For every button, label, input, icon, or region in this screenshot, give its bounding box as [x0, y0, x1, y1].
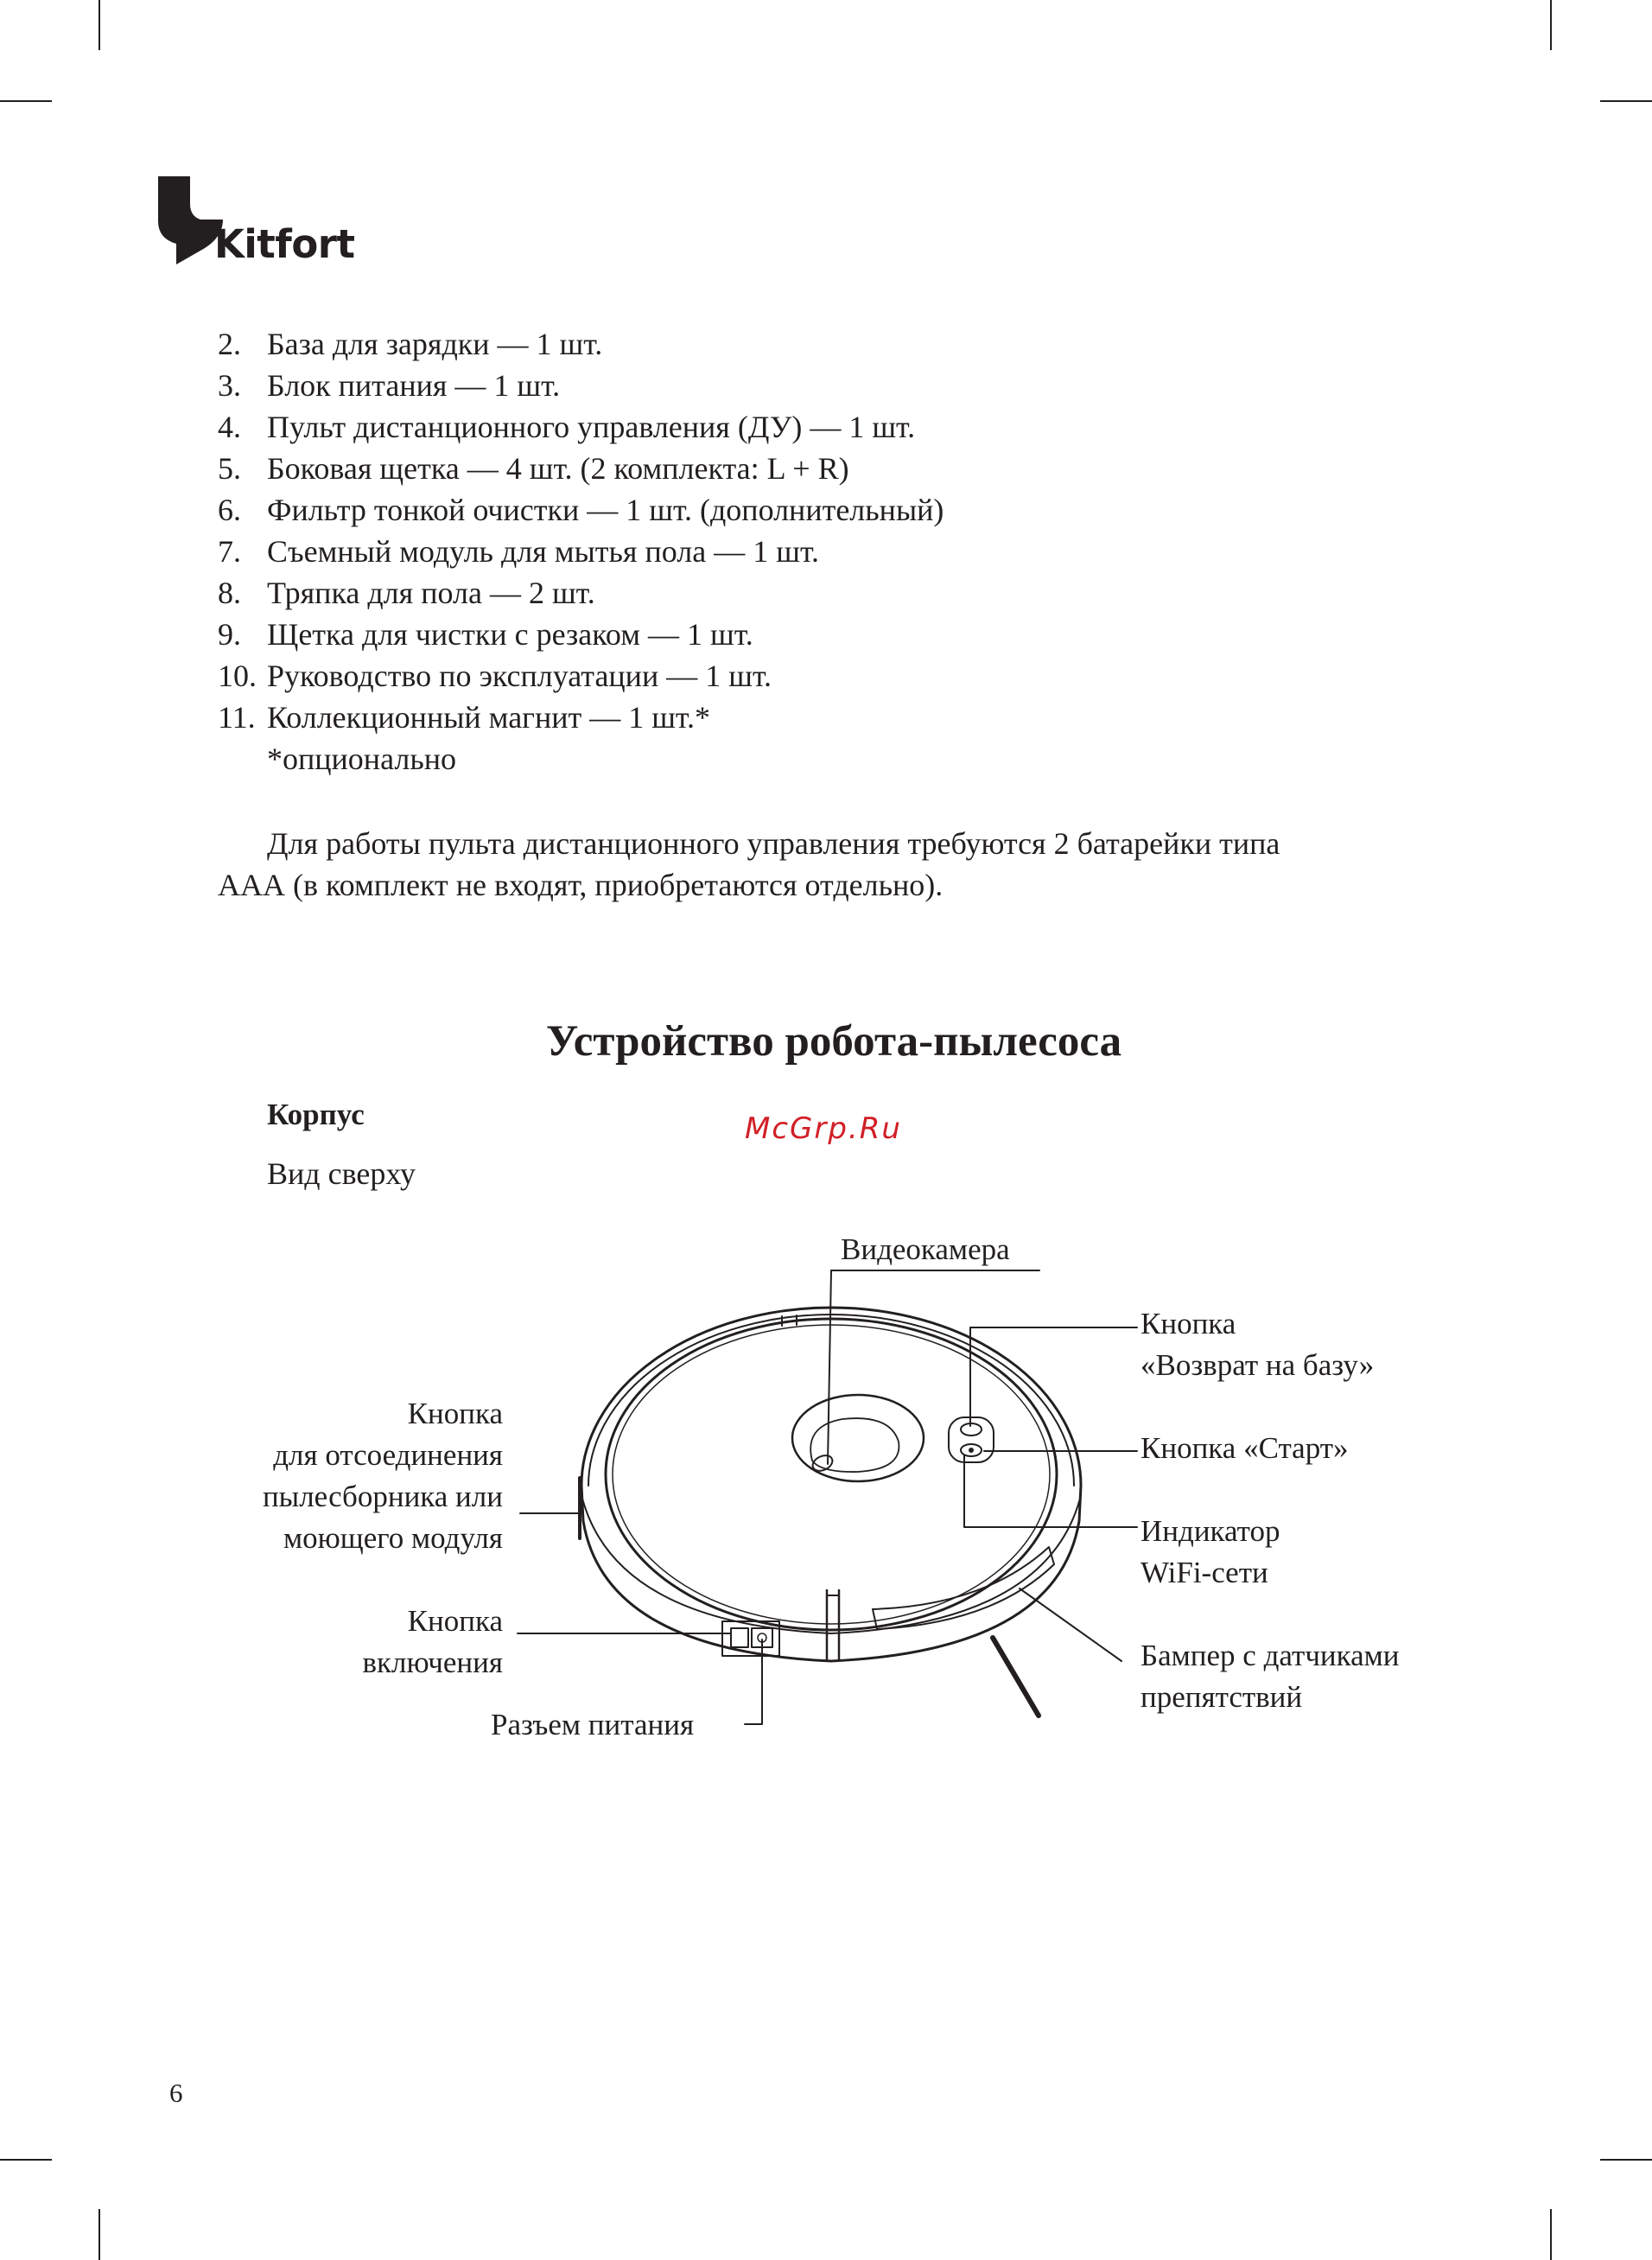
- brand-name: Kitfort: [214, 221, 355, 267]
- power-switch-label: Кнопка включения: [362, 1604, 503, 1679]
- detach-button-label: Кнопка для отсоединения пылесборника или моющего модуля: [262, 1397, 503, 1555]
- bumper-label: Бампер с датчиками препятствий: [1141, 1639, 1400, 1714]
- section-title: Устройство робота-пылесоса: [545, 1017, 1122, 1066]
- view-caption: Вид сверху: [267, 1156, 416, 1191]
- battery-note-line2: ААА (в комплект не входят, приобретаются отдельно).: [218, 868, 944, 902]
- wifi-indicator-label: Индикатор WiFi-сети: [1141, 1514, 1280, 1589]
- section-subtitle: Корпус: [267, 1098, 365, 1131]
- page-number: 6: [169, 2078, 183, 2108]
- robot-body: [580, 1308, 1081, 1716]
- return-button-label: Кнопка «Возврат на базу»: [1141, 1307, 1375, 1382]
- battery-note-line1: Для работы пульта дистанционного управления требуются 2 батарейки типа: [267, 826, 1280, 861]
- power-socket-label: Разъем питания: [491, 1708, 695, 1741]
- start-button-label: Кнопка «Старт»: [1141, 1431, 1349, 1465]
- camera-label: Видеокамера: [841, 1232, 1010, 1266]
- watermark: McGrp.Ru: [745, 1111, 902, 1146]
